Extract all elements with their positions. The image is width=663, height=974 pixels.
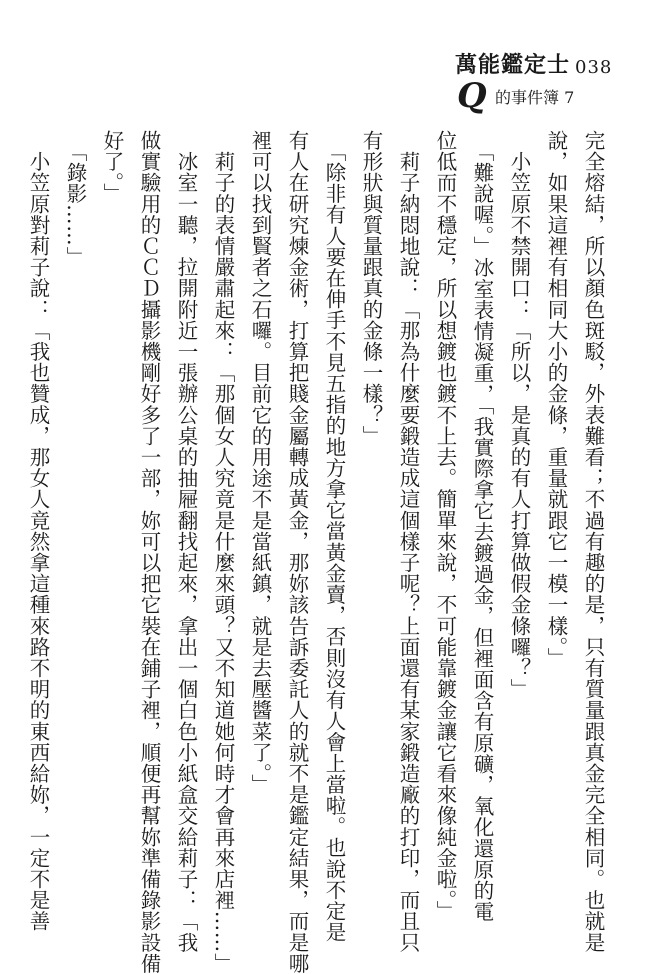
text-line: 有人在研究煉金術，打算把賤金屬轉成黃金，那妳該告訴委託人的就不是鑑定結果，而是哪 — [285, 130, 309, 974]
text-line: 「錄影……」 — [63, 130, 87, 268]
body-text — [26, 130, 611, 974]
text-line: 小笠原對莉子說：「我也贊成，那女人竟然拿這種來路不明的東西給妳，一定不是善 — [26, 130, 50, 932]
series-letter: Q — [457, 76, 487, 116]
text-line: 說，如果這裡有相同大小的金條，重量就跟它一模一樣。」 — [544, 130, 568, 669]
book-title: 萬能鑑定士 — [455, 52, 571, 78]
text-line: 「除非有人要在伸手不見五指的地方拿它當黃金賣，否則沒有人會上當啦。也說不定是 — [322, 130, 346, 943]
text-line: 冰室一聽，拉開附近一張辦公桌的抽屜翻找起來，拿出一個白色小紙盒交給莉子：「我 — [174, 130, 198, 953]
text-line: 裡可以找到賢者之石囉。目前它的用途不是當紙鎮，就是去壓醬菜了。」 — [248, 130, 272, 795]
text-line: 完全熔結，所以顏色斑駁，外表難看；不過有趣的是，只有質量跟真金完全相同。也就是 — [581, 130, 605, 953]
text-line: 莉子的表情嚴肅起來：「那個女人究竟是什麼來頭？又不知道她何時才會再來店裡……」 — [211, 130, 235, 974]
text-line: 好了。」 — [100, 130, 124, 205]
text-line: 莉子納悶地說：「那為什麼要鍛造成這個樣子呢？上面還有某家鍛造廠的打印，而且只 — [396, 130, 420, 953]
running-header — [455, 52, 645, 114]
text-line: 有形狀與質量跟真的金條一樣？」 — [359, 130, 383, 447]
page-number: 038 — [575, 57, 613, 78]
book-subtitle: 的事件簿 7 — [495, 88, 575, 107]
text-line: 小笠原不禁開口：「所以，是真的有人打算做假金條囉？」 — [507, 130, 531, 700]
text-line: 做實驗用的ＣＣＤ攝影機剛好多了一部，妳可以把它裝在鋪子裡，順便再幫妳準備錄影設備 — [137, 130, 161, 974]
text-line: 「難說喔。」冰室表情凝重，「我實際拿它去鍍過金，但裡面含有原礦，氧化還原的電 — [470, 130, 494, 923]
text-line: 位低而不穩定，所以想鍍也鍍不上去。簡單來說，不可能靠鍍金讓它看來像純金啦。」 — [433, 130, 457, 922]
